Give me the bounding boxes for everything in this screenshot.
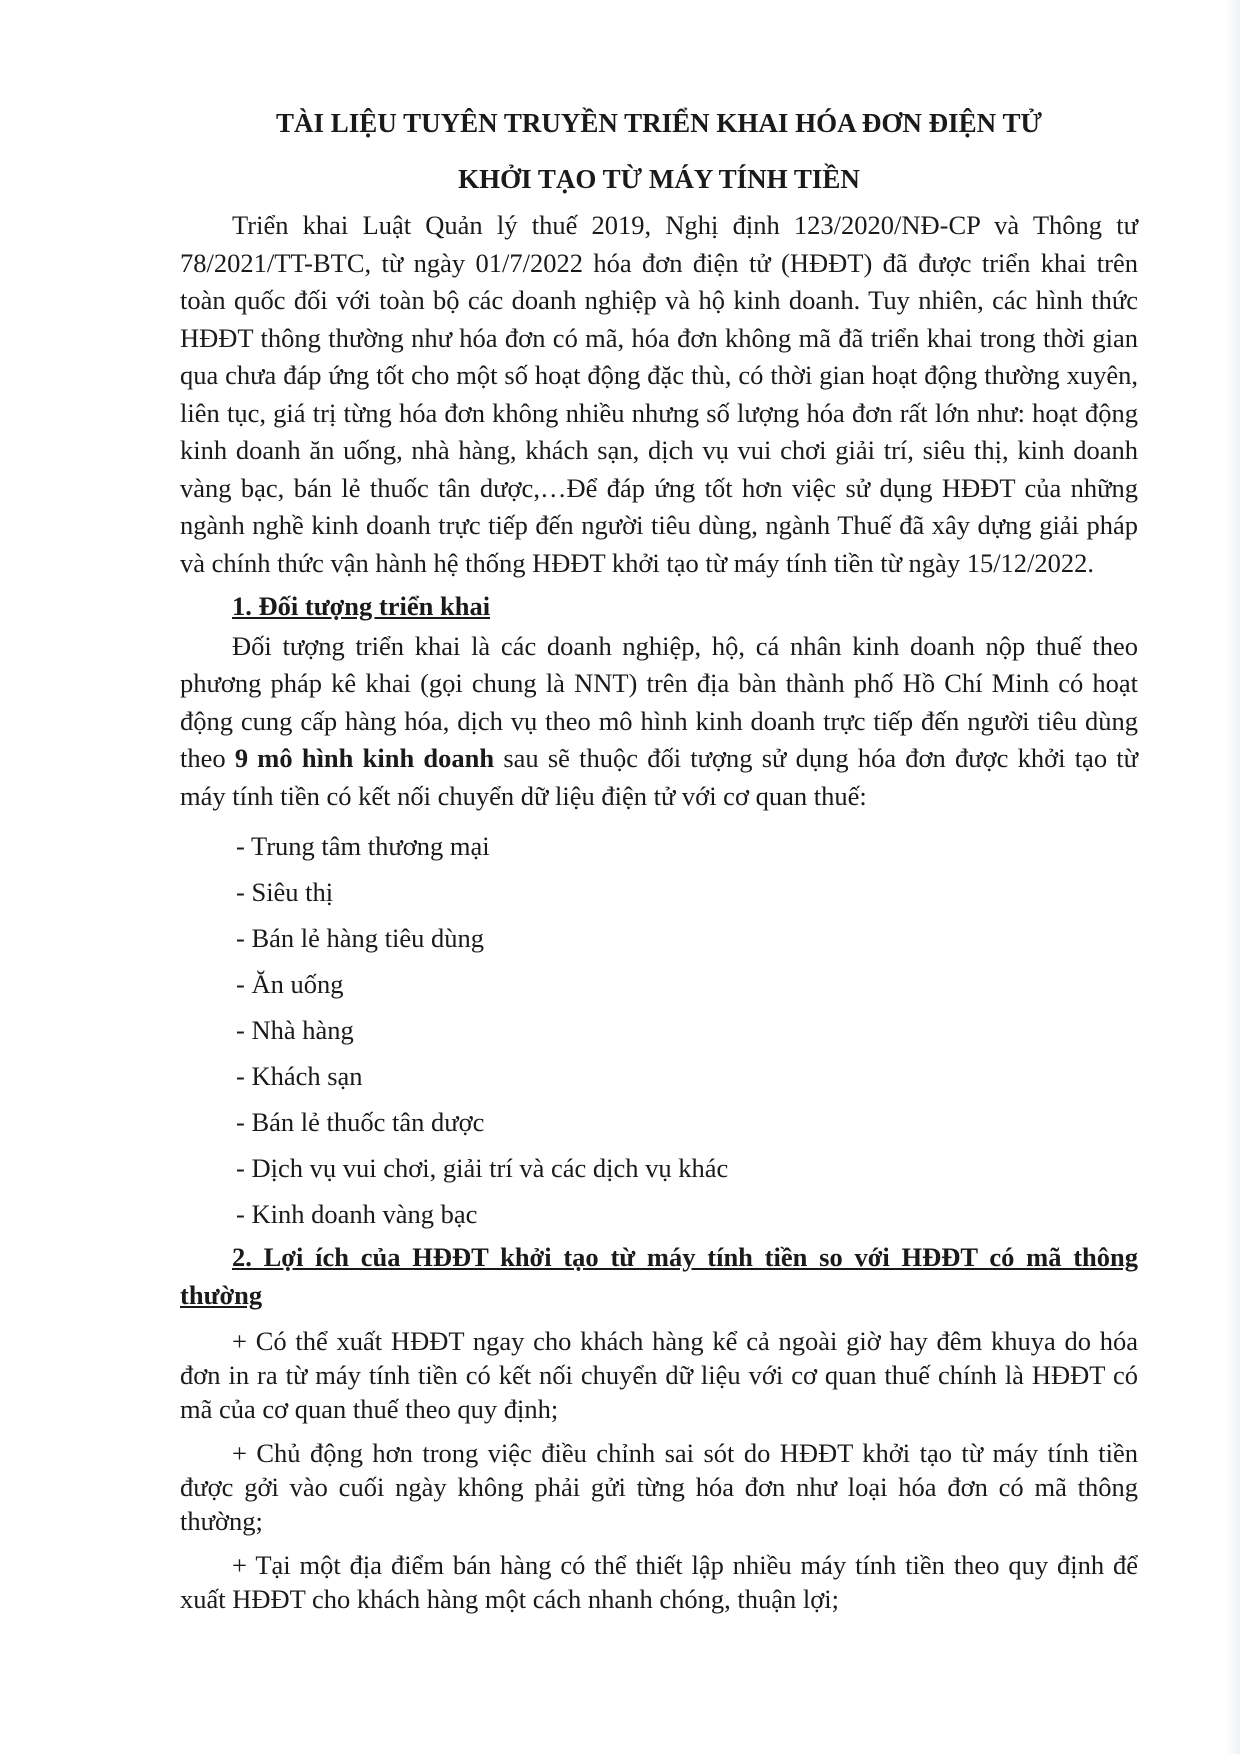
list-item: - Nhà hàng (236, 1015, 354, 1045)
list-item: - Dịch vụ vui chơi, giải trí và các dịch vụ khác (236, 1153, 729, 1183)
list-item: - Khách sạn (236, 1061, 363, 1091)
benefit-paragraph: + Tại một địa điểm bán hàng có thể thiết lập nhiều máy tính tiền theo quy định để xuất HĐĐT cho khách hàng một cách nhanh chóng, thuận lợi; (180, 1550, 1138, 1614)
list-item: - Siêu thị (236, 877, 334, 907)
benefit-paragraph: + Có thể xuất HĐĐT ngay cho khách hàng kể cả ngoài giờ hay đêm khuya do hóa đơn in ra từ máy tính tiền có kết nối chuyển dữ liệu với cơ quan thuế chính là HĐĐT có mã của cơ quan thuế theo quy định; (180, 1326, 1138, 1424)
section-2-heading: 2. Lợi ích của HĐĐT khởi tạo từ máy tính tiền so với HĐĐT có mã thông thường (180, 1242, 1138, 1310)
document-title-line-1: TÀI LIỆU TUYÊN TRUYỀN TRIỂN KHAI HÓA ĐƠN ĐIỆN TỬ (276, 108, 1042, 138)
section-1-bold-text: 9 mô hình kinh doanh (234, 743, 495, 773)
section-1-heading: 1. Đối tượng triển khai (232, 591, 491, 621)
list-item: - Kinh doanh vàng bạc (236, 1199, 478, 1229)
document-title-line-2: KHỞI TẠO TỪ MÁY TÍNH TIỀN (458, 164, 860, 194)
list-item: - Ăn uống (236, 969, 344, 999)
scan-edge-shadow (1226, 0, 1240, 1754)
business-models-list (180, 823, 1138, 1237)
list-item: - Bán lẻ thuốc tân dược (236, 1107, 485, 1137)
list-item: - Bán lẻ hàng tiêu dùng (236, 923, 485, 953)
list-item: - Trung tâm thương mại (236, 831, 490, 861)
section-1-paragraph (180, 628, 1138, 816)
benefit-paragraph: + Chủ động hơn trong việc điều chỉnh sai sót do HĐĐT khởi tạo từ máy tính tiền được gởi vào cuối ngày không phải gửi từng hóa đơn như loại hóa đơn có mã thông thường; (180, 1438, 1138, 1536)
section-1-text-before: Đối tượng triển khai là các doanh nghiệp, hộ, cá nhân kinh doanh nộp thuế theo phương pháp kê khai (gọi chung là NNT) trên địa bàn thành phố Hồ Chí Minh có hoạt động cung cấp hàng hóa, dịch vụ theo mô hình kinh doanh trực tiếp đến người tiêu dùng theo (180, 630, 1138, 773)
section-1-text-after: sau sẽ thuộc đối tượng sử dụng hóa đơn được khởi tạo từ máy tính tiền có kết nối chuyển dữ liệu điện tử với cơ quan thuế: (180, 743, 1139, 811)
intro-paragraph: Triển khai Luật Quản lý thuế 2019, Nghị định 123/2020/NĐ-CP và Thông tư 78/2021/TT-BTC, từ ngày 01/7/2022 hóa đơn điện tử (HĐĐT) đã được triển khai trên toàn quốc đối với toàn bộ các doanh nghiệp và hộ kinh doanh. Tuy nhiên, các hình thức HĐĐT thông thường như hóa đơn có mã, hóa đơn không mã đã triển khai trong thời gian qua chưa đáp ứng tốt cho một số hoạt động đặc thù, có thời gian hoạt động thường xuyên, liên tục, giá trị từng hóa đơn không nhiều nhưng số lượng hóa đơn rất lớn như: hoạt động kinh doanh ăn uống, nhà hàng, khách sạn, dịch vụ vui chơi giải trí, siêu thị, kinh doanh vàng bạc, bán lẻ thuốc tân dược,…Để đáp ứng tốt hơn việc sử dụng HĐĐT của những ngành nghề kinh doanh trực tiếp đến người tiêu dùng, ngành Thuế đã xây dựng giải pháp và chính thức vận hành hệ thống HĐĐT khởi tạo từ máy tính tiền từ ngày 15/12/2022. (180, 210, 1138, 578)
document-page (180, 95, 1138, 1616)
